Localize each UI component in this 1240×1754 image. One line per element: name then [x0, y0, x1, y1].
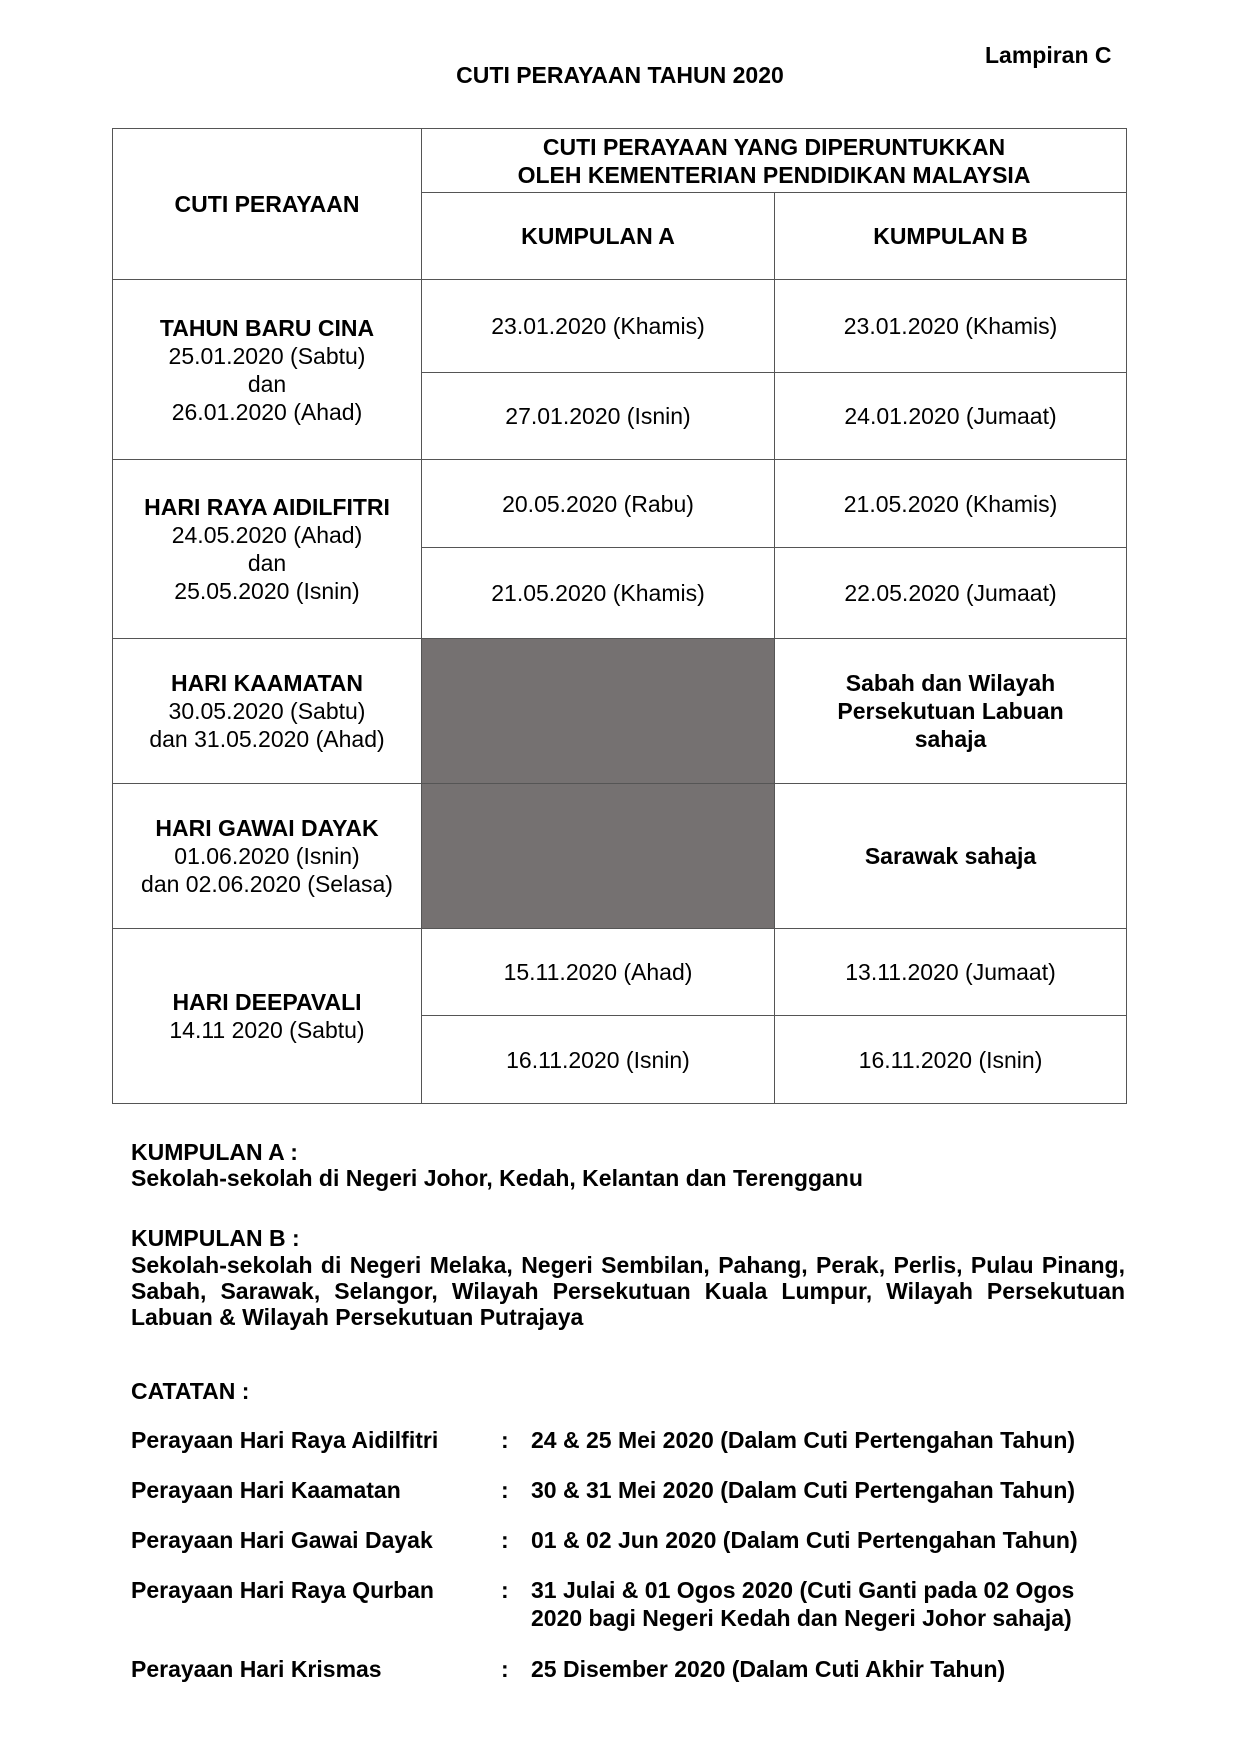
holiday-cell — [113, 280, 422, 460]
header-group-title — [422, 129, 1127, 193]
kumpulan-b-cell: Sarawak sahaja — [775, 784, 1127, 929]
holiday-date: dan 31.05.2020 (Ahad) — [149, 726, 385, 752]
kumpulan-b-cell: 16.11.2020 (Isnin) — [775, 1016, 1127, 1104]
kumpulan-a-cell: 20.05.2020 (Rabu) — [422, 460, 775, 548]
holiday-name: HARI GAWAI DAYAK — [155, 815, 379, 841]
holiday-date: 26.01.2020 (Ahad) — [171, 398, 363, 425]
kumpulan-b-cell: 24.01.2020 (Jumaat) — [775, 373, 1127, 460]
group-a-title: KUMPULAN A : — [131, 1139, 298, 1165]
group-a-text: Sekolah-sekolah di Negeri Johor, Kedah, Kelantan dan Terengganu — [131, 1165, 863, 1191]
header-kumpulan-b: KUMPULAN B — [775, 193, 1127, 280]
catatan-colon: : — [501, 1527, 509, 1553]
table-row — [113, 280, 1127, 373]
appendix-label: Lampiran C — [985, 42, 1112, 68]
page-title: CUTI PERAYAAN TAHUN 2020 — [456, 62, 784, 88]
catatan-label: Perayaan Hari Kaamatan — [131, 1477, 401, 1503]
holiday-name: HARI RAYA AIDILFITRI — [144, 494, 390, 520]
holiday-name: HARI KAAMATAN — [170, 670, 364, 696]
group-b-title: KUMPULAN B : — [131, 1225, 300, 1251]
holiday-date: 01.06.2020 (Isnin) — [174, 843, 360, 869]
holiday-cell — [113, 460, 422, 639]
header-kumpulan-a: KUMPULAN A — [422, 193, 775, 280]
catatan-value: 01 & 02 Jun 2020 (Dalam Cuti Pertengahan Tahun) — [531, 1527, 1078, 1553]
kumpulan-b-note: Sabah dan Wilayah — [845, 670, 1056, 696]
kumpulan-b-note: Persekutuan Labuan — [837, 698, 1064, 724]
table-row — [113, 460, 1127, 548]
catatan-colon: : — [501, 1427, 509, 1453]
kumpulan-a-cell: 23.01.2020 (Khamis) — [422, 280, 775, 373]
holiday-cell — [113, 784, 422, 929]
catatan-value: 25 Disember 2020 (Dalam Cuti Akhir Tahun) — [531, 1656, 1006, 1682]
kumpulan-a-cell: 27.01.2020 (Isnin) — [422, 373, 775, 460]
holiday-table — [112, 128, 1127, 1104]
table-header-row — [113, 129, 1127, 193]
catatan-label: Perayaan Hari Krismas — [131, 1656, 382, 1682]
kumpulan-b-note: sahaja — [914, 726, 987, 752]
kumpulan-a-cell: 16.11.2020 (Isnin) — [422, 1016, 775, 1104]
holiday-date: dan — [247, 550, 287, 576]
holiday-date: 30.05.2020 (Sabtu) — [168, 698, 366, 724]
holiday-date: dan — [247, 370, 287, 397]
catatan-label: Perayaan Hari Raya Aidilfitri — [131, 1427, 439, 1453]
header-group-title-line-1: CUTI PERAYAAN YANG DIPERUNTUKKAN — [542, 133, 1006, 160]
kumpulan-a-cell: 21.05.2020 (Khamis) — [422, 548, 775, 639]
table-row — [113, 784, 1127, 929]
catatan-value: 30 & 31 Mei 2020 (Dalam Cuti Pertengahan Tahun) — [531, 1477, 1076, 1503]
header-group-title-line-2: OLEH KEMENTERIAN PENDIDIKAN MALAYSIA — [517, 161, 1031, 188]
holiday-date: dan 02.06.2020 (Selasa) — [141, 871, 393, 897]
holiday-date: 25.05.2020 (Isnin) — [174, 578, 360, 604]
kumpulan-a-cell: 15.11.2020 (Ahad) — [422, 929, 775, 1016]
holiday-date: 14.11 2020 (Sabtu) — [169, 1017, 365, 1043]
catatan-colon: : — [501, 1656, 509, 1682]
kumpulan-b-cell: 21.05.2020 (Khamis) — [775, 460, 1127, 548]
holiday-cell — [113, 929, 422, 1104]
kumpulan-b-cell: 23.01.2020 (Khamis) — [775, 280, 1127, 373]
kumpulan-b-cell: 13.11.2020 (Jumaat) — [775, 929, 1127, 1016]
group-b-text: Sekolah-sekolah di Negeri Melaka, Negeri Sembilan, Pahang, Perak, Perlis, Pulau Pinang, Sabah, Sarawak, Selangor, Wilayah Persekutuan Kuala Lumpur, Wilayah Persekutuan Labuan & Wilayah Persekutuan Putrajaya — [131, 1252, 1125, 1330]
table-row — [113, 639, 1127, 784]
catatan-colon: : — [501, 1477, 509, 1503]
catatan-value: 31 Julai & 01 Ogos 2020 (Cuti Ganti pada 02 Ogos 2020 bagi Negeri Kedah dan Negeri Johor sahaja) — [531, 1577, 1075, 1631]
holiday-date: 24.05.2020 (Ahad) — [171, 522, 363, 548]
table-row — [113, 929, 1127, 1016]
header-cuti-perayaan: CUTI PERAYAAN — [113, 129, 422, 280]
catatan-value: 24 & 25 Mei 2020 (Dalam Cuti Pertengahan Tahun) — [531, 1427, 1076, 1453]
kumpulan-b-cell: 22.05.2020 (Jumaat) — [775, 548, 1127, 639]
holiday-name: HARI DEEPAVALI — [172, 989, 362, 1015]
catatan-label: Perayaan Hari Raya Qurban — [131, 1577, 434, 1603]
holiday-date: 25.01.2020 (Sabtu) — [168, 342, 366, 369]
holiday-name: TAHUN BARU CINA — [159, 314, 375, 341]
catatan-label: Perayaan Hari Gawai Dayak — [131, 1527, 433, 1553]
catatan-colon: : — [501, 1577, 509, 1603]
catatan-title: CATATAN : — [131, 1378, 250, 1404]
shaded-cell — [422, 639, 775, 784]
kumpulan-b-cell — [775, 639, 1127, 784]
shaded-cell — [422, 784, 775, 929]
holiday-cell — [113, 639, 422, 784]
